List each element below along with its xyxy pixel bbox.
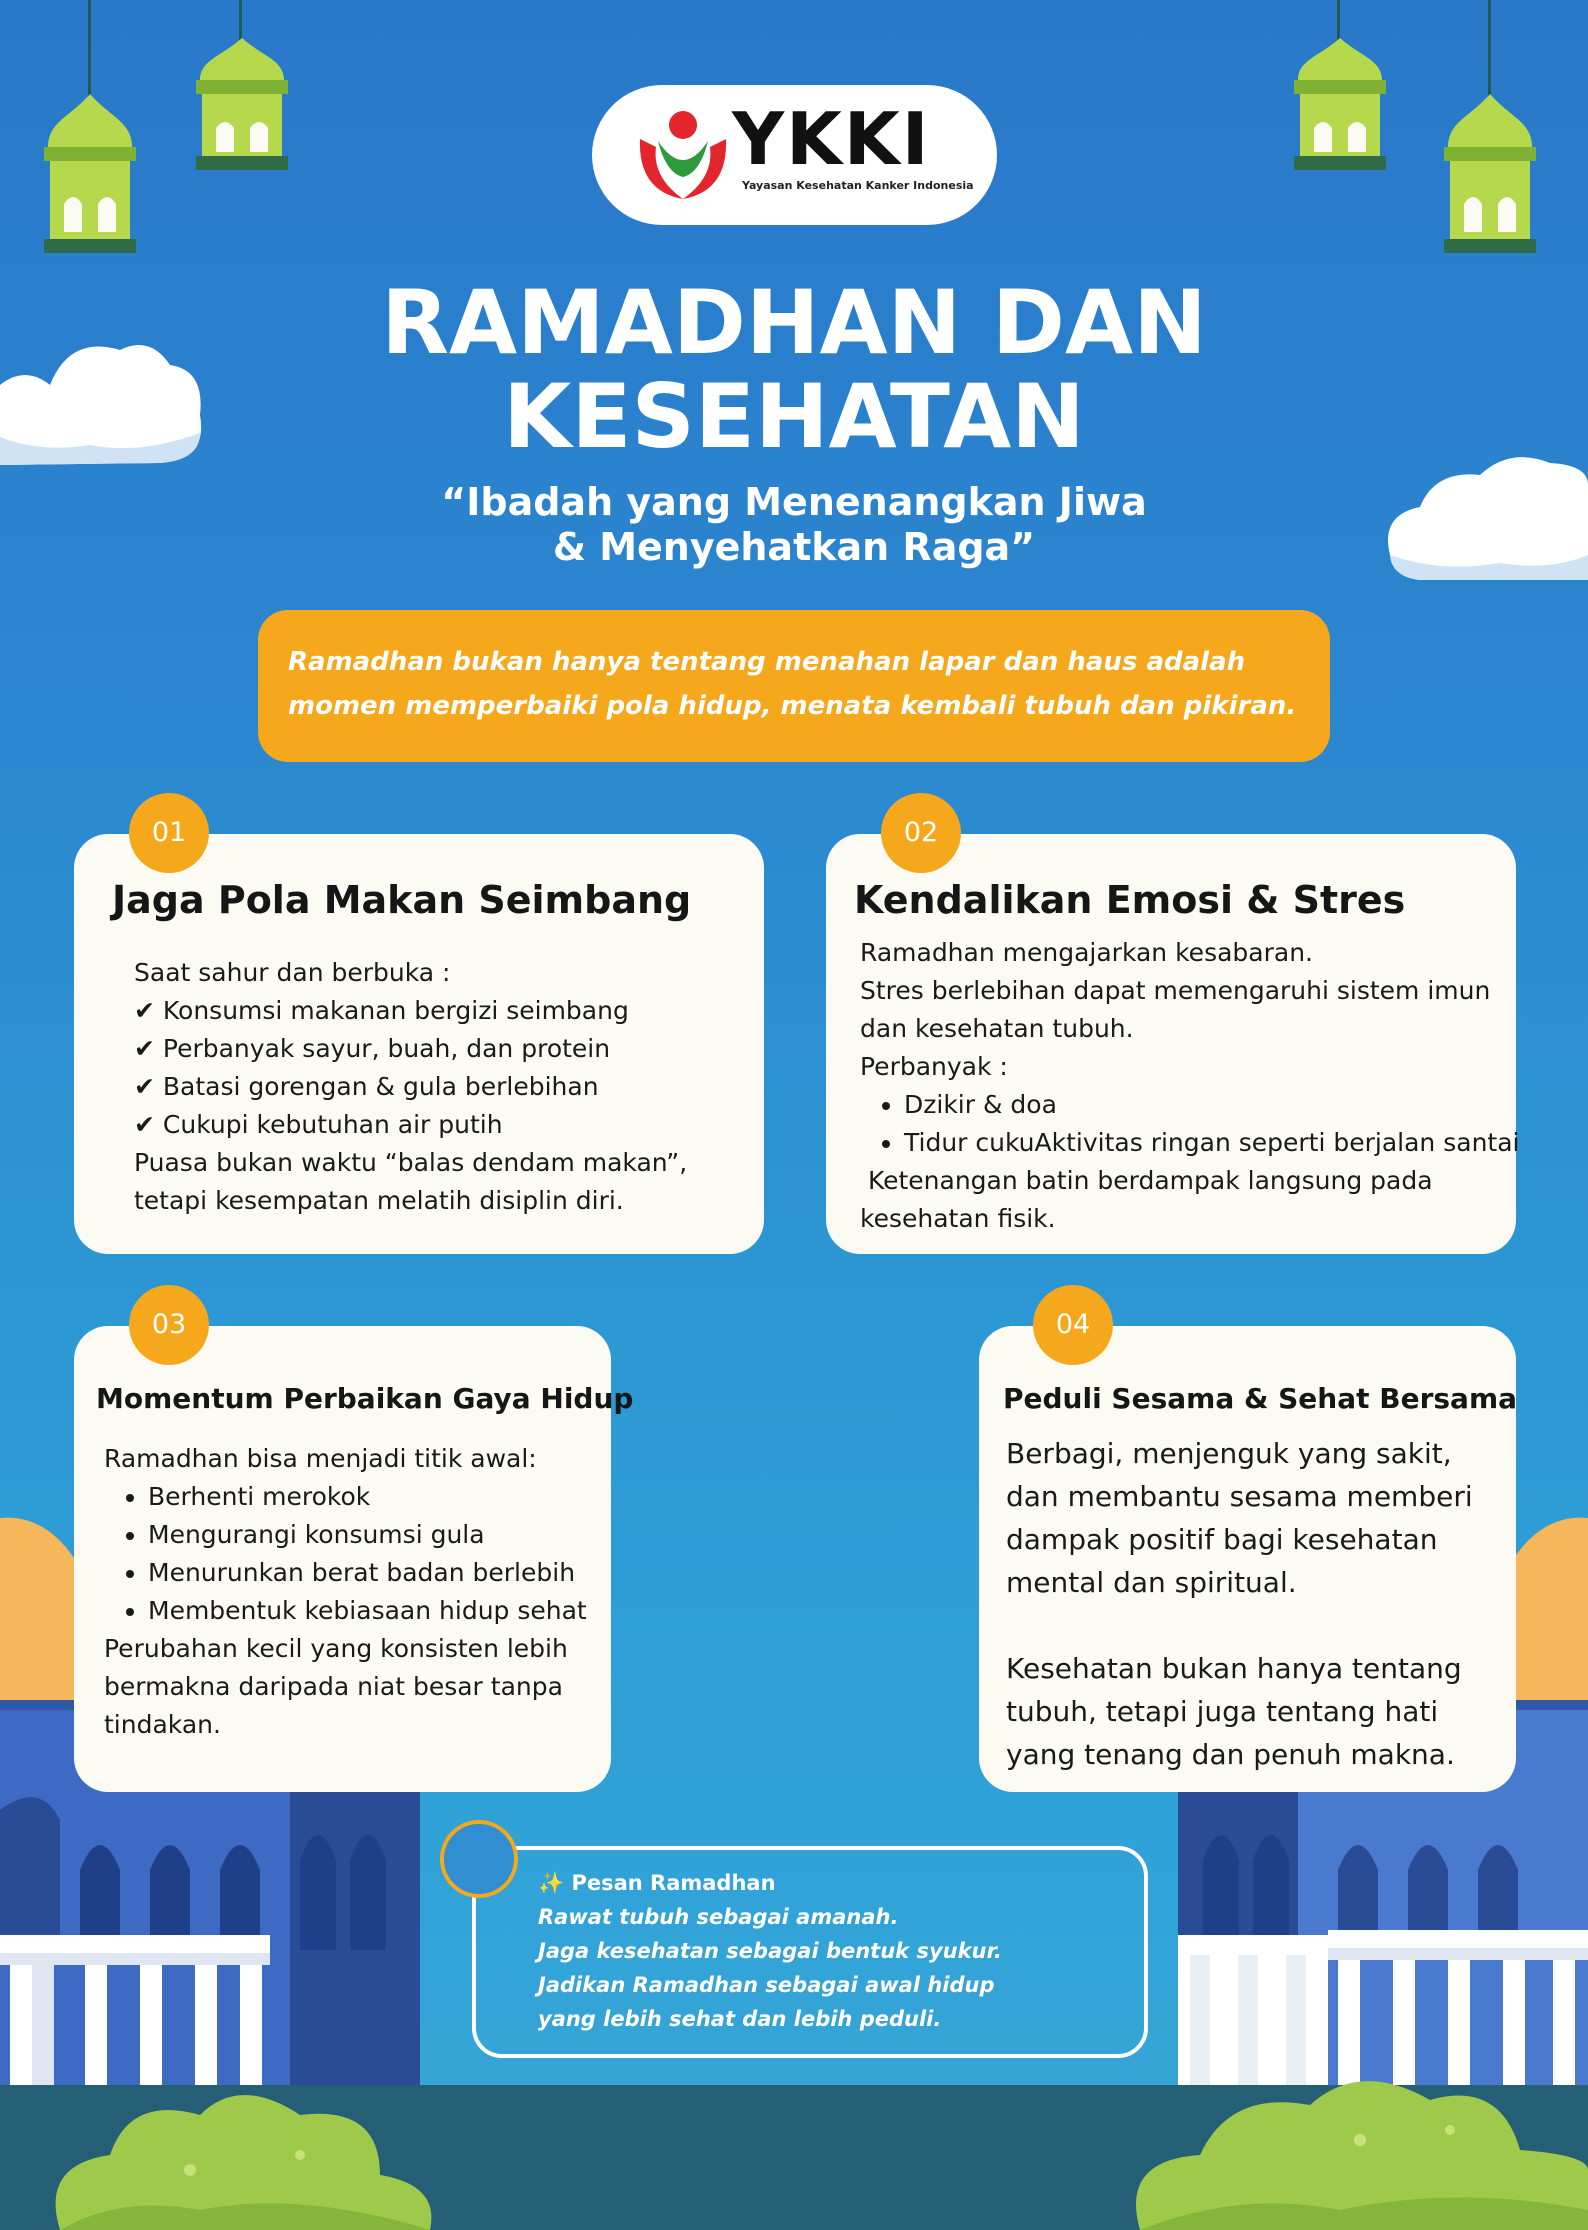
message-heading: ✨ Pesan Ramadhan	[538, 1871, 776, 1895]
card-02-line: kesehatan fisik.	[860, 1204, 1056, 1233]
message-line: yang lebih sehat dan lebih peduli.	[538, 2007, 942, 2031]
bush-icon	[1120, 2060, 1588, 2230]
card-01-line: ✔ Cukupi kebutuhan air putih	[134, 1110, 503, 1139]
card-04	[979, 1326, 1516, 1792]
logo-subtitle: Yayasan Kesehatan Kanker Indonesia	[742, 179, 974, 192]
page-subtitle	[0, 480, 1588, 570]
card-04-line: yang tenang dan penuh makna.	[1006, 1738, 1455, 1771]
title-line-2: KESEHATAN	[503, 365, 1085, 468]
list-item: • Berhenti merokok	[148, 1478, 587, 1516]
card-02-line: Ketenangan batin berdampak langsung pada	[860, 1166, 1433, 1195]
card-02-body	[860, 934, 1519, 1238]
list-item: • Menurunkan berat badan berlebih	[148, 1554, 587, 1592]
card-01-line: Puasa bukan waktu “balas dendam makan”,	[134, 1148, 688, 1177]
paragraph-gap	[1006, 1604, 1473, 1647]
card-04-line: Kesehatan bukan hanya tentang	[1006, 1652, 1462, 1685]
lantern-icon	[1290, 36, 1390, 181]
bush-icon	[0, 2075, 480, 2230]
lantern-icon	[192, 36, 292, 181]
intro-line-1: Ramadhan bukan hanya tentang menahan lapar dan haus adalah	[288, 647, 1246, 677]
card-02-line: dan kesehatan tubuh.	[860, 1014, 1134, 1043]
card-03-body	[104, 1440, 587, 1744]
card-02-title: Kendalikan Emosi & Stres	[854, 878, 1406, 922]
card-01-line: Saat sahur dan berbuka :	[134, 958, 451, 987]
page-title	[0, 271, 1588, 468]
card-04-line: tubuh, tetapi juga tentang hati	[1006, 1695, 1439, 1728]
card-02-line: Stres berlebihan dapat memengaruhi sistem imun	[860, 976, 1491, 1005]
card-04-line: dampak positif bagi kesehatan	[1006, 1523, 1438, 1556]
card-01-line: tetapi kesempatan melatih disiplin diri.	[134, 1186, 624, 1215]
list-item: • Tidur cukuAktivitas ringan seperti berjalan santai	[904, 1124, 1519, 1162]
card-01-number: 01	[129, 793, 209, 873]
card-03-number: 03	[129, 1285, 209, 1365]
ykki-logo-icon	[634, 107, 732, 203]
card-03-line: tindakan.	[104, 1710, 221, 1739]
card-03-intro: Ramadhan bisa menjadi titik awal:	[104, 1444, 537, 1473]
card-04-line: Berbagi, menjenguk yang sakit,	[1006, 1437, 1452, 1470]
card-04-number: 04	[1033, 1285, 1113, 1365]
list-item: • Mengurangi konsumsi gula	[148, 1516, 587, 1554]
card-03-line: Perubahan kecil yang konsisten lebih	[104, 1634, 568, 1663]
list-item: • Dzikir & doa	[904, 1086, 1519, 1124]
card-01-line: ✔ Perbanyak sayur, buah, dan protein	[134, 1034, 611, 1063]
intro-text	[288, 640, 1318, 728]
card-03	[74, 1326, 634, 1792]
intro-line-2: momen memperbaiki pola hidup, menata kembali tubuh dan pikiran.	[288, 691, 1297, 721]
card-01	[74, 834, 764, 1254]
logo-badge	[592, 85, 997, 225]
card-02-line: Ramadhan mengajarkan kesabaran.	[860, 938, 1313, 967]
message-line: Jadikan Ramadhan sebagai awal hidup	[538, 1973, 995, 1997]
lantern-icon	[1440, 92, 1540, 267]
message-line: Jaga kesehatan sebagai bentuk syukur.	[538, 1939, 1002, 1963]
message-circle	[440, 1820, 518, 1898]
card-04-line: mental dan spiritual.	[1006, 1566, 1297, 1599]
card-01-body	[134, 954, 687, 1220]
message-line: Rawat tubuh sebagai amanah.	[538, 1905, 899, 1929]
lantern-icon	[40, 92, 140, 267]
card-01-line: ✔ Konsumsi makanan bergizi seimbang	[134, 996, 629, 1025]
subtitle-line-2: & Menyehatkan Raga”	[552, 525, 1036, 569]
logo-text: YKKI	[732, 97, 931, 181]
card-03-title: Momentum Perbaikan Gaya Hidup	[96, 1382, 634, 1415]
intro-banner	[258, 610, 1330, 762]
card-04-line: dan membantu sesama memberi	[1006, 1480, 1473, 1513]
title-line-1: RAMADHAN DAN	[381, 271, 1207, 374]
message-text	[538, 1866, 1002, 2036]
card-03-line: bermakna daripada niat besar tanpa	[104, 1672, 563, 1701]
card-01-line: ✔ Batasi gorengan & gula berlebihan	[134, 1072, 599, 1101]
card-04-body	[1006, 1432, 1473, 1776]
list-item: • Membentuk kebiasaan hidup sehat	[148, 1592, 587, 1630]
card-01-title: Jaga Pola Makan Seimbang	[112, 878, 692, 922]
card-02-line: Perbanyak :	[860, 1052, 1008, 1081]
card-02-number: 02	[881, 793, 961, 873]
card-02	[826, 834, 1520, 1254]
subtitle-line-1: “Ibadah yang Menenangkan Jiwa	[441, 480, 1147, 524]
card-04-title: Peduli Sesama & Sehat Bersama	[1003, 1382, 1518, 1415]
